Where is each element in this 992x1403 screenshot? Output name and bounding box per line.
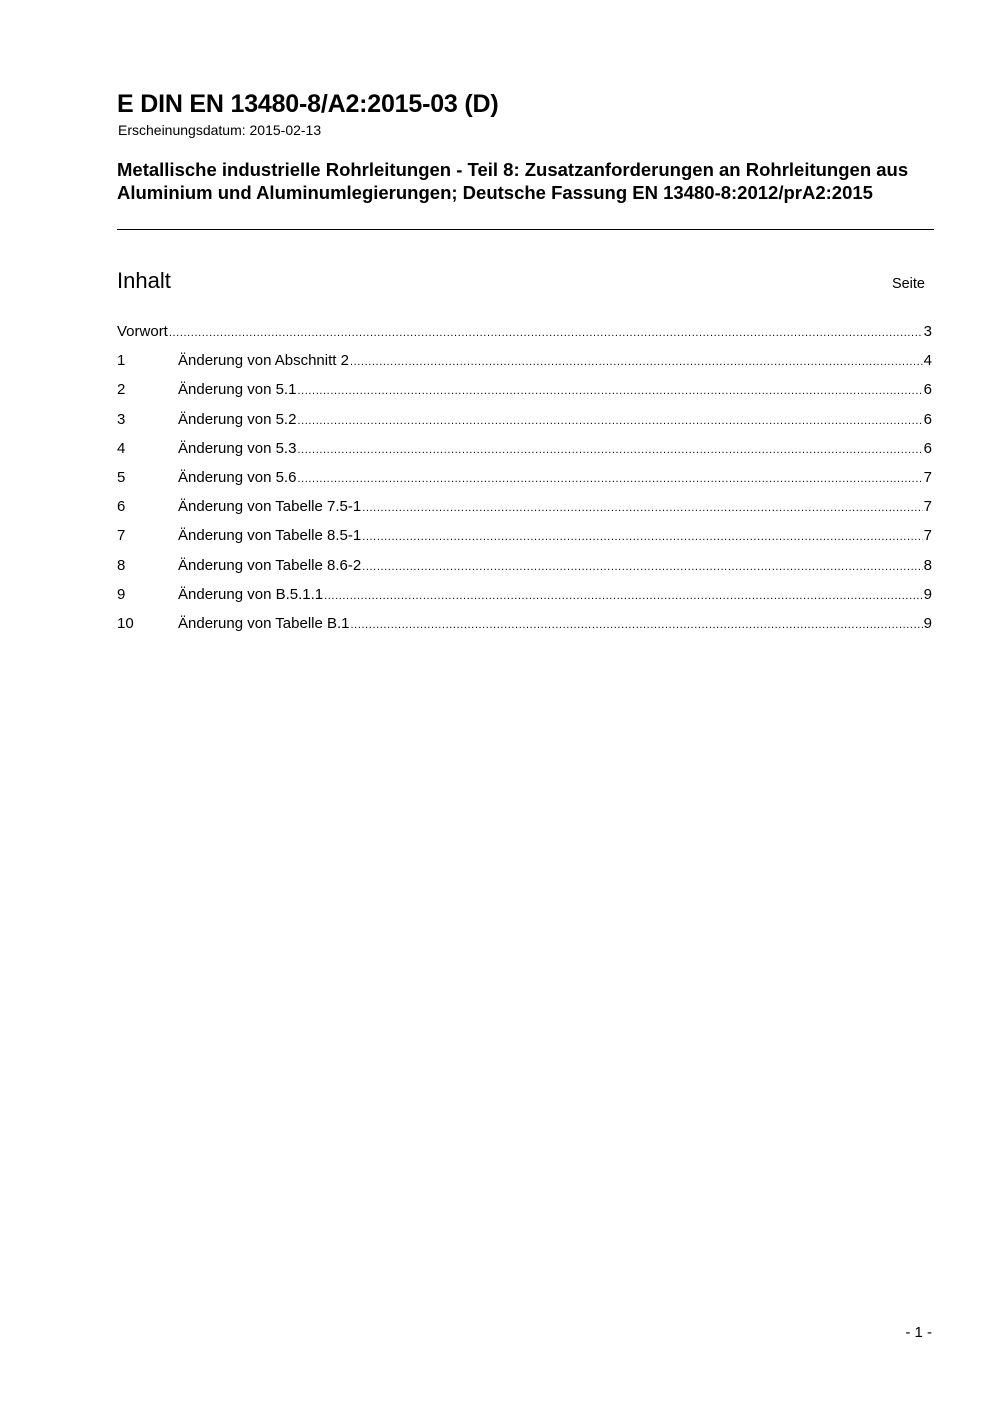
toc-entry-number: 1 bbox=[117, 352, 126, 370]
toc-entry[interactable] bbox=[117, 323, 932, 352]
document-title: Metallische industrielle Rohrleitungen - Teil 8: Zusatzanforderungen an Rohrleitungen aus Aluminium und Aluminumlegierungen; Deutsche Fassung EN 13480-8:2012/prA2:2015 bbox=[117, 159, 909, 203]
toc-entry-page: 6 bbox=[923, 439, 932, 457]
toc-heading: Inhalt bbox=[117, 268, 171, 293]
toc-entry-page: 7 bbox=[923, 527, 932, 545]
toc-entry-number: 9 bbox=[117, 585, 126, 603]
toc-entry-page: 6 bbox=[923, 410, 932, 428]
toc-dot-leader bbox=[324, 590, 923, 602]
toc-entry-number: 3 bbox=[117, 410, 126, 428]
toc-entry-page: 4 bbox=[923, 352, 932, 370]
toc-entry-page: 9 bbox=[923, 585, 932, 603]
toc-entry-number: 10 bbox=[117, 614, 134, 632]
toc-entry[interactable] bbox=[117, 352, 932, 381]
toc-entry-page: 6 bbox=[923, 381, 932, 399]
toc-entry[interactable] bbox=[117, 440, 932, 469]
toc-entry-page: 8 bbox=[923, 556, 932, 574]
toc-entry[interactable] bbox=[117, 557, 932, 586]
toc-entry[interactable] bbox=[117, 411, 932, 440]
toc-dot-leader bbox=[297, 473, 922, 485]
document-id: E DIN EN 13480-8/A2:2015-03 (D) bbox=[117, 90, 499, 118]
toc-entry-label: Änderung von 5.1 bbox=[178, 381, 297, 399]
toc-entry[interactable] bbox=[117, 469, 932, 498]
toc-entry-label: Änderung von Abschnitt 2 bbox=[178, 352, 349, 370]
toc-entry-label: Änderung von Tabelle 8.5-1 bbox=[178, 527, 362, 545]
toc-entry-label: Änderung von Tabelle 7.5-1 bbox=[178, 498, 362, 516]
toc-dot-leader bbox=[362, 502, 922, 514]
toc-entry-label: Vorwort bbox=[117, 323, 168, 340]
toc-dot-leader bbox=[351, 619, 923, 631]
toc-entry-number: 2 bbox=[117, 381, 126, 399]
title-divider bbox=[117, 229, 934, 230]
toc-entry-page: 9 bbox=[923, 614, 932, 632]
toc-dot-leader bbox=[169, 327, 923, 339]
toc-entry-page: 7 bbox=[923, 498, 932, 516]
toc-entry-number: 4 bbox=[117, 439, 126, 457]
toc-page-column-label: Seite bbox=[891, 276, 925, 292]
toc-dot-leader bbox=[297, 385, 922, 397]
toc-entry[interactable] bbox=[117, 615, 932, 644]
toc-dot-leader bbox=[350, 356, 923, 368]
toc-entry-label: Änderung von B.5.1.1 bbox=[178, 585, 324, 603]
toc-entry-page: 7 bbox=[923, 468, 932, 486]
toc-entry-label: Änderung von Tabelle 8.6-2 bbox=[178, 556, 362, 574]
toc-entry-number: 6 bbox=[117, 498, 126, 516]
toc-entry-label: Änderung von 5.3 bbox=[178, 439, 297, 457]
publication-date: Erscheinungsdatum: 2015-02-13 bbox=[118, 122, 322, 138]
toc-entry-number: 5 bbox=[117, 468, 126, 486]
footer-page-number: - 1 - bbox=[905, 1324, 932, 1341]
toc-dot-leader bbox=[297, 444, 922, 456]
toc-entry-label: Änderung von 5.6 bbox=[178, 468, 297, 486]
toc-entry-page: 3 bbox=[923, 323, 932, 340]
toc-entry-label: Änderung von Tabelle B.1 bbox=[178, 614, 350, 632]
toc-entry[interactable] bbox=[117, 381, 932, 410]
toc-entry-number: 8 bbox=[117, 556, 126, 574]
toc-entry[interactable] bbox=[117, 498, 932, 527]
toc-entry-label: Änderung von 5.2 bbox=[178, 410, 297, 428]
toc-entry[interactable] bbox=[117, 586, 932, 615]
toc-entry[interactable] bbox=[117, 527, 932, 556]
toc-dot-leader bbox=[297, 415, 922, 427]
table-of-contents bbox=[117, 323, 932, 644]
toc-dot-leader bbox=[362, 531, 922, 543]
toc-dot-leader bbox=[362, 561, 922, 573]
toc-entry-number: 7 bbox=[117, 527, 126, 545]
